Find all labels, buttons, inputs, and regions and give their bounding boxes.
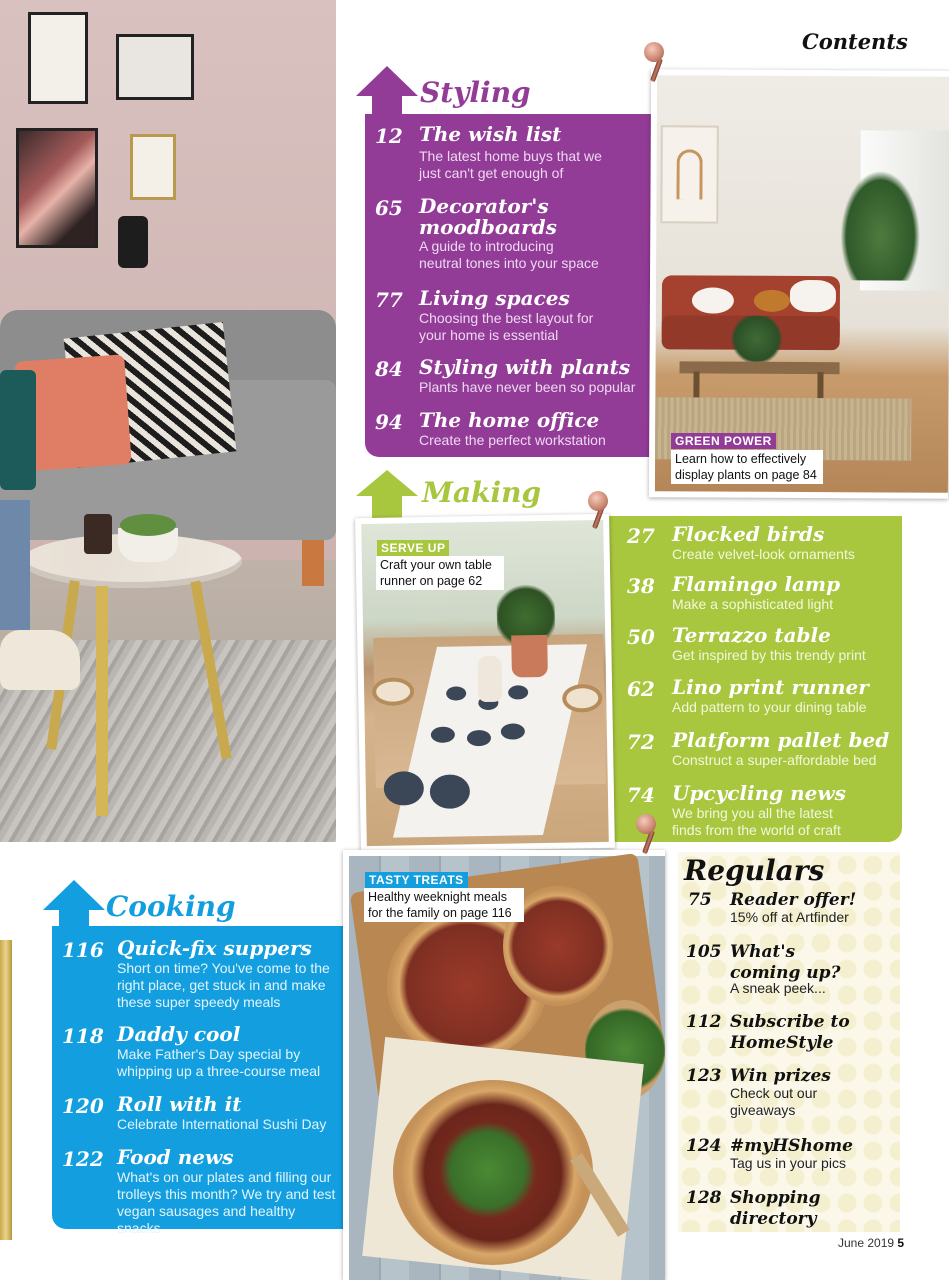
page-footer xyxy=(838,1236,904,1250)
list-item[interactable]: 62 Lino print runner Add pattern to your dining table xyxy=(627,675,869,715)
caption-text: Craft your own table runner on page 62 xyxy=(376,556,504,590)
page-title: Contents xyxy=(802,29,908,54)
caption-text: Healthy weeknight meals for the family on page 116 xyxy=(364,888,524,922)
list-item[interactable]: 122 Food news What's on our plates and filling our trolleys this month? We try and test vegan sausages and healthy snacks xyxy=(62,1145,336,1236)
list-item[interactable]: 65 Decorator's moodboards A guide to introducing neutral tones into your space xyxy=(375,194,599,271)
list-item[interactable]: 50 Terrazzo table Get inspired by this trendy print xyxy=(627,623,866,663)
issue-date: June 2019 xyxy=(838,1236,895,1250)
cooking-heading: Cooking xyxy=(106,890,236,923)
pushpin-icon xyxy=(636,814,656,834)
list-item[interactable]: 38 Flamingo lamp Make a sophisticated light xyxy=(627,572,841,612)
list-item[interactable]: 84 Styling with plants Plants have never been so popular xyxy=(375,355,636,395)
list-item[interactable]: 124 #myHShome Tag us in your pics xyxy=(686,1136,853,1171)
list-item[interactable]: 105 What's coming up? A sneak peek... xyxy=(686,942,841,996)
list-item[interactable]: 120 Roll with it Celebrate International Sushi Day xyxy=(62,1092,327,1132)
regulars-heading: Regulars xyxy=(684,854,825,887)
caption-tag: SERVE UP xyxy=(377,540,449,556)
pushpin-icon xyxy=(588,491,608,511)
making-panel xyxy=(600,516,902,842)
list-item[interactable]: 12 The wish list The latest home buys that we just can't get enough of xyxy=(375,122,602,181)
caption-text: Learn how to effectively display plants on page 84 xyxy=(671,450,823,484)
list-item[interactable]: 128 Shopping directory xyxy=(686,1188,821,1229)
pushpin-icon xyxy=(644,42,664,62)
styling-heading: Styling xyxy=(420,76,531,109)
list-item[interactable]: 72 Platform pallet bed Construct a super-affordable bed xyxy=(627,728,890,768)
list-item[interactable]: 27 Flocked birds Create velvet-look ornaments xyxy=(627,522,855,562)
list-item[interactable]: 77 Living spaces Choosing the best layout for your home is essential xyxy=(375,286,594,343)
making-heading: Making xyxy=(422,476,542,509)
regulars-section xyxy=(678,852,900,1232)
styling-panel xyxy=(365,114,655,457)
caption-tag: TASTY TREATS xyxy=(365,872,468,888)
list-item[interactable]: 116 Quick-fix suppers Short on time? You've come to the right place, get stuck in and make these super speedy meals xyxy=(62,936,330,1010)
page-number: 5 xyxy=(897,1236,905,1250)
list-item[interactable]: 123 Win prizes Check out our giveaways xyxy=(686,1066,831,1118)
caption-tag: GREEN POWER xyxy=(671,433,776,449)
list-item[interactable]: 118 Daddy cool Make Father's Day special by whipping up a three-course meal xyxy=(62,1022,321,1079)
list-item[interactable]: 74 Upcycling news We bring you all the latest finds from the world of craft xyxy=(627,781,846,838)
list-item[interactable]: 94 The home office Create the perfect workstation xyxy=(375,408,606,448)
list-item[interactable]: 112 Subscribe to HomeStyle xyxy=(686,1012,850,1053)
living-room-photo xyxy=(0,0,336,842)
up-arrow-icon xyxy=(356,470,418,518)
list-item[interactable]: 75 Reader offer! 15% off at Artfinder xyxy=(688,890,857,925)
cooking-panel xyxy=(52,926,343,1236)
